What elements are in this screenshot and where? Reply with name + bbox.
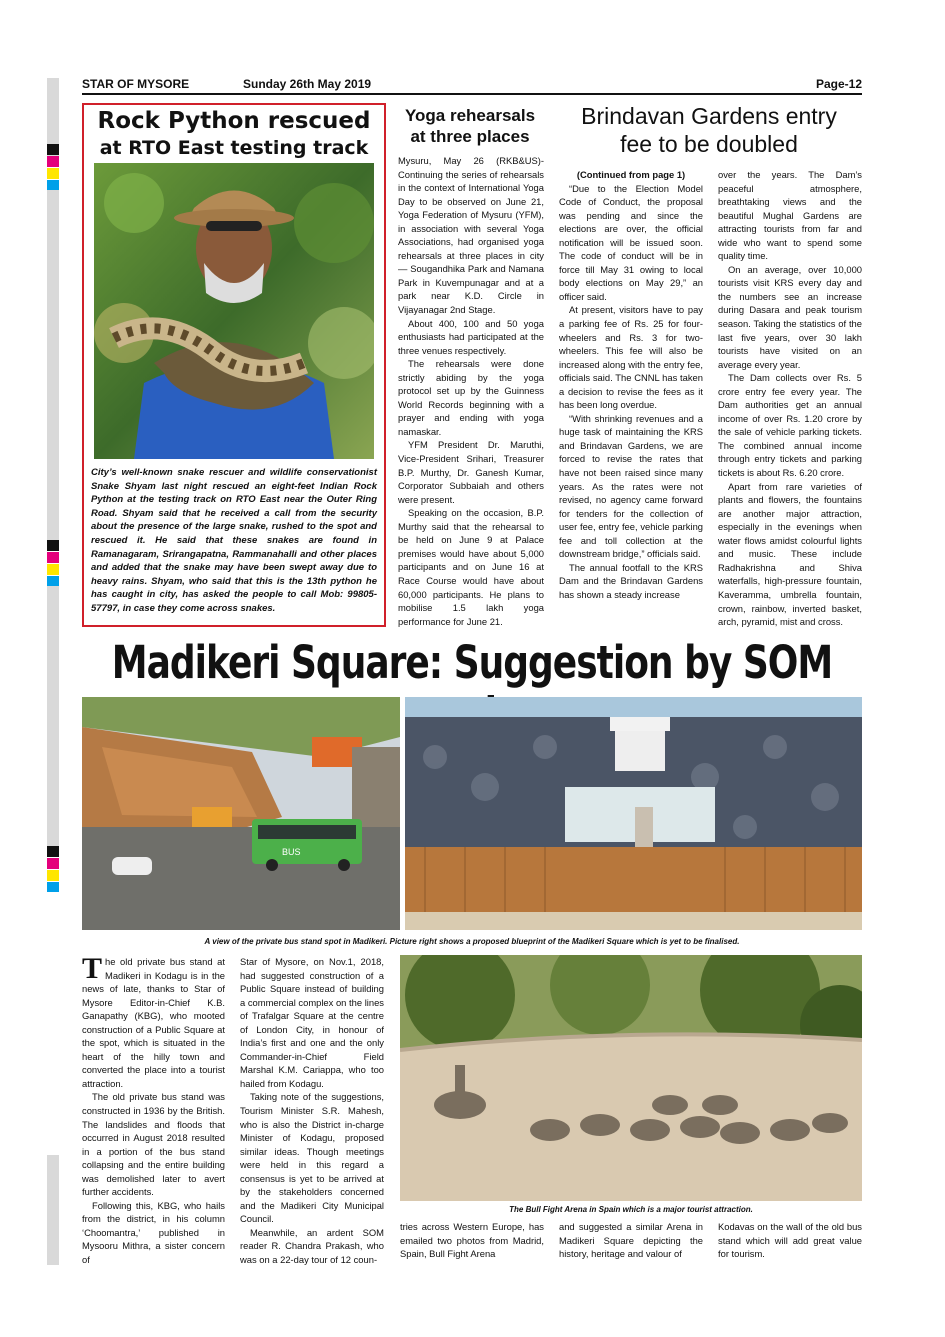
python-caption: City’s well-known snake rescuer and wildlife conservationist Snake Shyam last night rescued an eight-feet Indian Rock Python at the testing track on RTO East near the Outer Ring Road. Shyam said that he received a call from the security about the presence of the large snake, rushed to the spot and rescued it. He said that these snakes are found in Ramanagaram, Srirangapatna, Rammanahalli and other places and added that the snake may have been swept away due to heavy rains. Shyam, who said that this is the 13th python he has caught in city, has asked the people to call Mob: 99805-57797, in case they come across snakes. xyxy=(91,467,377,614)
brindavan-body-col1 xyxy=(559,168,703,602)
python-headline-line1: Rock Python rescued xyxy=(97,108,371,134)
paragraph: Taking note of the suggestions, Tourism Minister S.R. Mahesh, who is also the District in-charge Minister of Kodagu, proposed similar ideas. Though meetings were held in this regard a consensus is yet to be arrived at by the stakeholders concerned and the Madikeri City Municipal Council. xyxy=(240,1091,384,1225)
yoga-body xyxy=(398,154,544,628)
paragraph: The Dam collects over Rs. 5 crore entry fee every year. The Dam authorities get an annual income of over Rs. 1.20 crore by the sale of vehicle parking tickets. The combined annual income through entry tickets and parking tickets is about Rs. 6.20 crore. xyxy=(718,372,862,479)
yoga-headline-line2: at three places xyxy=(410,127,530,146)
madikeri-body-col4 xyxy=(559,1220,703,1261)
registration-mark-black xyxy=(47,144,59,155)
registration-mark-yellow xyxy=(47,168,59,179)
paragraph: “With shrinking revenues and a huge task of maintaining the KRS and Brindavan Gardens, we are forced to revise the rates that have not been raised since many years. As the rates were not revised, no agency came forward for tenders for the collection of user fee, entry fee, vehicle parking fee and toll collection at the downstream bridge,” officials said. xyxy=(559,412,703,560)
registration-mark-yellow xyxy=(47,870,59,881)
madikeri-body-col3 xyxy=(400,1220,544,1261)
brindavan-headline-line2: fee to be doubled xyxy=(620,131,798,157)
bus-label: BUS xyxy=(282,847,301,857)
madikeri-body-col2 xyxy=(240,955,384,1267)
snake-rescuer-photo xyxy=(94,163,374,459)
madikeri-photo-caption: A view of the private bus stand spot in Madikeri. Picture right shows a proposed blueprint of the Madikeri Square which is yet to be finalised. xyxy=(204,937,740,946)
registration-mark-cyan xyxy=(47,180,59,190)
page-number: Page-12 xyxy=(815,77,862,91)
yoga-headline-line1: Yoga rehearsals xyxy=(404,106,536,125)
header-rule xyxy=(82,93,862,95)
issue-date: Sunday 26th May 2019 xyxy=(243,77,372,91)
drop-cap: T xyxy=(82,952,103,985)
madikeri-square-blueprint xyxy=(405,697,862,930)
paragraph: and suggested a similar Arena in Madikeri Square depicting the history, heritage and valour of xyxy=(559,1221,703,1260)
paragraph: Meanwhile, an ardent SOM reader R. Chandra Prakash, who was on a 22-day tour of 12 coun- xyxy=(240,1226,384,1266)
registration-mark-magenta xyxy=(47,156,59,167)
brindavan-body-col2 xyxy=(718,168,862,629)
paragraph: “Due to the Election Model Code of Conduct, the proposal was pending and since the elections are over, the official notification will be issued soon. The code of conduct will be in force till May 31 owing to local body elections on May 29,” an officer said. xyxy=(559,182,703,302)
paragraph: Apart from rare varieties of plants and flowers, the fountains are another major attraction, especially in the evenings when water flows amidst colourful lights and music. These include Radhakrishna and Shiva waterfalls, high-pressure fountain, Kaveramma, umbrella fountain, crown, rainbow, inverted basket, arch, pyramid, mist and cross. xyxy=(718,480,862,628)
paragraph: YFM President Dr. Maruthi, Vice-President Srihari, Treasurer B.P. Murthy, Dr. Ganesh Kumar, Corporator Subbaiah and others were present. xyxy=(398,439,544,505)
madikeri-body-col1 xyxy=(82,952,225,1267)
bull-fight-arena-photo xyxy=(400,955,862,1201)
paragraph: At present, visitors have to pay a parking fee of Rs. 25 for four-wheelers and Rs. 3 for two-wheelers. This fee will also be increased along with the entry fee, officials said. The CNNL has taken a decision to revise the fees as it has been long overdue. xyxy=(559,304,703,411)
registration-strip xyxy=(47,190,59,540)
paragraph: tries across Western Europe, has emailed two photos from Madrid, Spain, Bull Fight Arena xyxy=(400,1221,544,1260)
paragraph: About 400, 100 and 50 yoga enthusiasts had participated at the three venues respectively. xyxy=(398,317,544,356)
paragraph: Following this, KBG, who hails from the district, in his column ‘Choomantra,’ published in Mysooru Mithra, a sister concern of xyxy=(82,1199,225,1266)
madikeri-headline: Madikeri Square: Suggestion by SOM xyxy=(111,638,833,690)
paragraph: he old private bus stand at Madikeri in Kodagu is in the news of late, thanks to Star of Mysore Editor-in-Chief K.B. Ganapathy (KBG), who mooted construction of a Public Square at the spot, which is situated in the heart of the hilly town and converted the place into a tourist attraction. xyxy=(82,956,225,1089)
paragraph: Mysuru, May 26 (RKB&US)- Continuing the series of rehearsals in the context of International Yoga Day to be observed on June 21, Yoga Federation of Mysuru (YFM), in association with several Yoga Associations, had organised yoga rehearsals at three places in city — Sougandhika Park and Namana Park in Kuvempunagar and at a park near K.D. Circle in Vijayanagar 2nd Stage. xyxy=(398,155,544,316)
registration-strip xyxy=(47,1155,59,1265)
registration-mark-yellow xyxy=(47,564,59,575)
registration-mark-black xyxy=(47,540,59,551)
registration-strip xyxy=(47,586,59,846)
continued-note: (Continued from page 1) xyxy=(576,169,686,180)
registration-mark-black xyxy=(47,846,59,857)
registration-mark-magenta xyxy=(47,858,59,869)
paragraph: Speaking on the occasion, B.P. Murthy said that the rehearsal to be held on June 9 at Palace premises would have about 5,000 participants and on June 16 at Race Course would have about 60,000 participants. He plans to mobilise 1.5 lakh yoga performance for June 21. xyxy=(398,507,544,627)
python-headline-line2: at RTO East testing track xyxy=(99,137,369,159)
registration-mark-cyan xyxy=(47,882,59,892)
masthead: STAR OF MYSORE xyxy=(82,77,190,91)
paragraph: Kodavas on the wall of the old bus stand which will add great value for tourism. xyxy=(718,1221,862,1260)
madikeri-body-col5 xyxy=(718,1220,862,1261)
paragraph: The annual footfall to the KRS Dam and the Brindavan Gardens has shown a steady increase xyxy=(559,561,703,600)
paragraph: The old private bus stand was constructed in 1936 by the British. The landslides and floods that occurred in August 2018 resulted in a portion of the bus stand collapsing and the entire building was demolished later to avert further accidents. xyxy=(82,1091,225,1198)
registration-mark-magenta xyxy=(47,552,59,563)
bull-fight-caption: The Bull Fight Arena in Spain which is a major tourist attraction. xyxy=(509,1205,753,1214)
brindavan-headline-line1: Brindavan Gardens entry xyxy=(581,103,837,129)
paragraph: over the years. The Dam’s peaceful atmosphere, breathtaking views and the beautiful Mughal Gardens are attracting tourists from far and wide who want to spend some quality time. xyxy=(718,169,862,262)
registration-mark-cyan xyxy=(47,576,59,586)
bus-stand-photo xyxy=(82,697,400,930)
paragraph: On an average, over 10,000 tourists visit KRS every day and the numbers see an increase during Dasara and peak tourism season. Taking the statistics of the last five years, over 30 lakh tourists have visited on an average every year. xyxy=(718,263,862,370)
paragraph: Star of Mysore, on Nov.1, 2018, had suggested construction of a Public Square instead of building a commercial complex on the lines of Trafalgar Square at the centre of London City, in honour of India’s first and one and the only Commander-in-Chief Field Marshal K.M. Cariappa, who too hailed from Kodagu. xyxy=(240,956,384,1089)
paragraph: The rehearsals were done strictly abiding by the yoga protocol set up by the Guinness World Records beginning with a prayer and ending with yoga namaskar. xyxy=(398,358,544,437)
